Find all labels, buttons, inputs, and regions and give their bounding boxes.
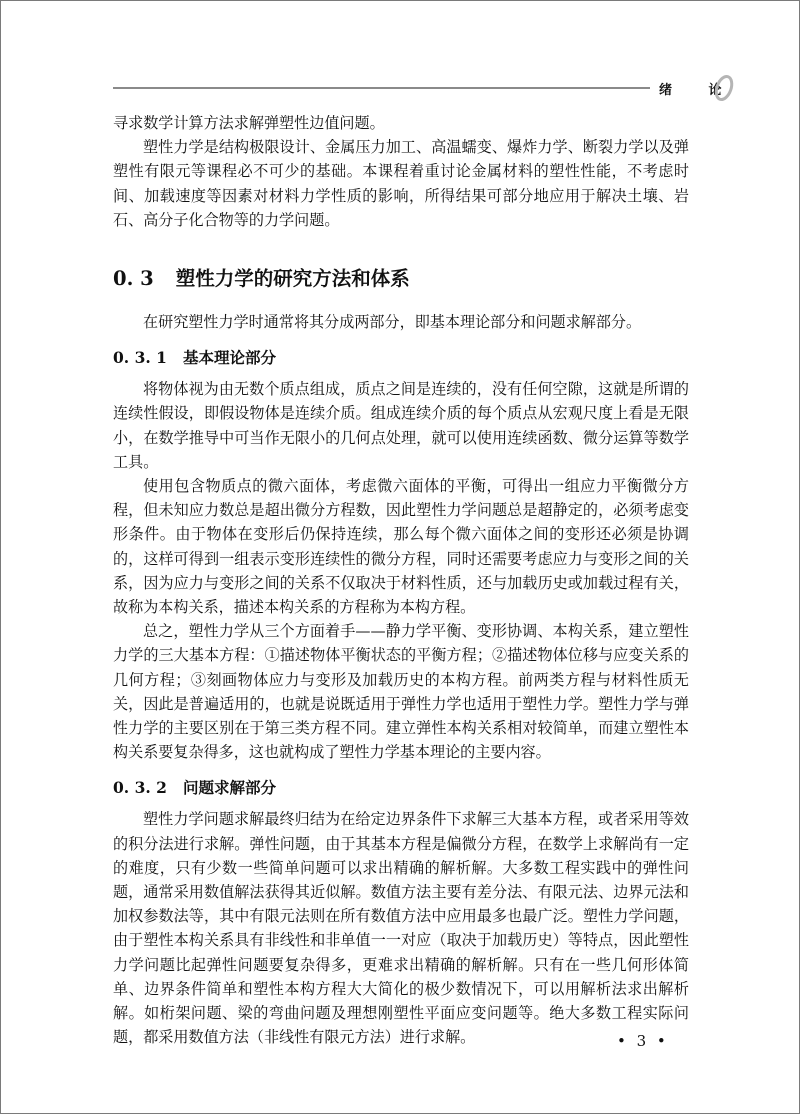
paragraph: 在研究塑性力学时通常将其分成两部分，即基本理论部分和问题求解部分。 — [143, 313, 642, 332]
paragraph-continuation: 寻求数学计算方法求解弹塑性边值问题。 — [113, 114, 385, 132]
section-title: 塑性力学的研究方法和体系 — [175, 267, 410, 291]
subsection-title: 问题求解部分 — [182, 779, 276, 798]
paragraph: 塑性力学是结构极限设计、金属压力加工、高温蠕变、爆炸力学、断裂力学以及弹塑性有限元等课程必不可少的基础。本课程着重讨论金属材料的塑性性能，不考虑时间、加载速度等因素对材料力学性质的影响，所得结果可部分地应用于解决土壤、岩石、高分子化合物等的力学问题。 — [113, 138, 689, 229]
paragraph: 使用包含物质点的微六面体，考虑微六面体的平衡，可得出一组应力平衡微分方程，但未知应力数总是超出微分方程数，因此塑性力学问题总是超静定的，必须考虑变形条件。由于物体在变形后仍保持连续，那么每个微六面体之间的变形还必须是协调的，这样可得到一组表示变形连续性的微分方程，同时还需要考虑应力与变形之间的关系，因为应力与变形之间的关系不仅取决于材料性质，还与加载历史或加载过程有关，故称为本构关系，描述本构关系的方程称为本构方程。 — [113, 477, 689, 617]
ornament-ring-icon — [713, 72, 735, 104]
page-number: • 3 • — [617, 1032, 669, 1050]
paragraph: 塑性力学问题求解最终归结为在给定边界条件下求解三大基本方程，或者采用等效的积分法进行求解。弹性问题，由于其基本方程是偏微分方程，在数学上求解尚有一定的难度，只有少数一些简单问题可以求出精确的解析解。大多数工程实践中的弹性问题，通常采用数值解法获得其近似解。数值方法主要有差分法、有限元法、边界元法和加权参数法等，其中有限元法则在所有数值方法中应用最多也最广泛。塑性力学问题，由于塑性本构关系具有非线性和非单值一一对应（取决于加载历史）等特点，因此塑性力学问题比起弹性问题要复杂得多，更难求出精确的解析解。只有在一些几何形体简单、边界条件简单和塑性本构方程大大简化的极少数情况下，可以用解析法求出解析解。如桁架问题、梁的弯曲问题及理想刚塑性平面应变问题等。绝大多数工程实际问题，都采用数值方法（非线性有限元方法）进行求解。 — [113, 810, 689, 1047]
subsection-heading — [113, 776, 689, 798]
subsection-number: 0. 3. 2 — [113, 778, 167, 798]
paragraph: 将物体视为由无数个质点组成，质点之间是连续的，没有任何空隙，这就是所谓的连续性假设，即假设物体是连续介质。组成连续介质的每个质点从宏观尺度上看是无限小，在数学推导中可当作无限小的几何点处理，就可以使用连续函数、微分运算等数学工具。 — [113, 380, 689, 471]
header-rule — [113, 87, 650, 89]
subsection-number: 0. 3. 1 — [113, 348, 167, 368]
page-content — [113, 111, 689, 1050]
chapter-title: 绪 论 — [659, 83, 738, 98]
subsection-title: 基本理论部分 — [182, 349, 276, 368]
section-number: 0. 3 — [113, 267, 154, 291]
paragraph: 总之，塑性力学从三个方面着手——静力学平衡、变形协调、本构关系，建立塑性力学的三大基本方程：①描述物体平衡状态的平衡方程；②描述物体位移与应变关系的几何方程；③刻画物体应力与变形及加载历史的本构方程。前两类方程与材料性质无关，因此是普遍适用的，也就是说既适用于弹性力学也适用于塑性力学。塑性力学与弹性力学的主要区别在于第三类方程不同。建立弹性本构关系相对较简单，而建立塑性本构关系要复杂得多，这也就构成了塑性力学基本理论的主要内容。 — [113, 622, 689, 762]
subsection-heading — [113, 346, 689, 368]
running-head — [113, 78, 743, 108]
section-heading — [113, 263, 689, 291]
